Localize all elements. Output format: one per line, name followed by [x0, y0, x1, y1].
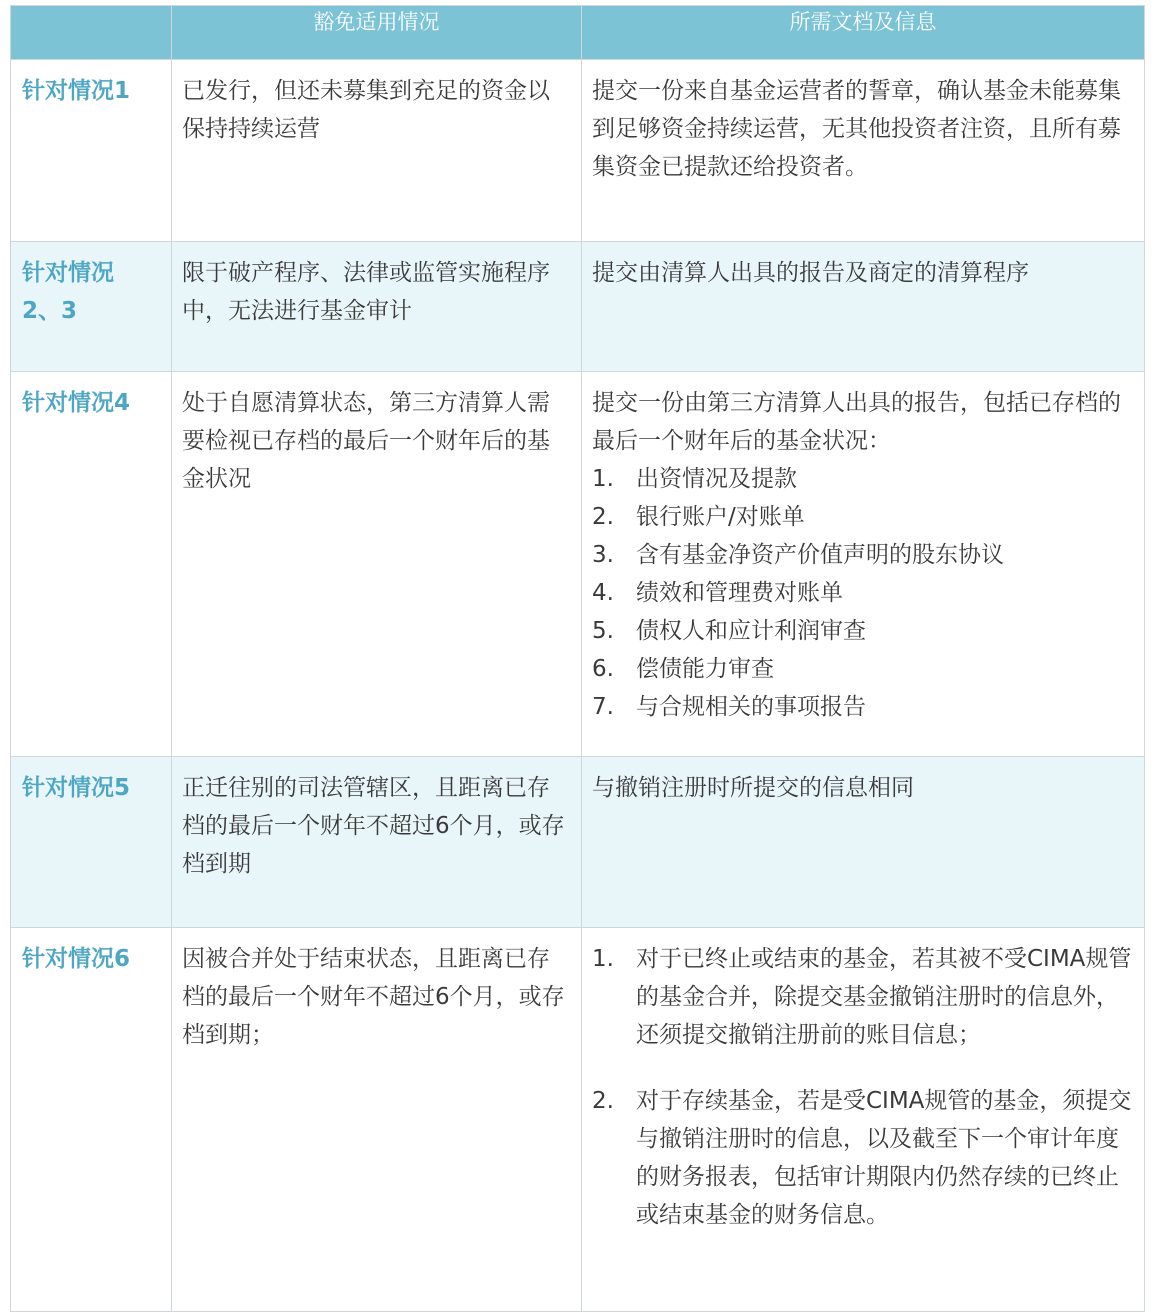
list-item-number: 4.	[592, 580, 614, 606]
condition-cell: 限于破产程序、法律或监管实施程序中，无法进行基金审计	[172, 242, 582, 372]
requirement-cell	[582, 372, 1145, 757]
list-item-text: 含有基金净资产价值声明的股东协议	[636, 542, 1004, 568]
list-item-text: 债权人和应计利润审查	[636, 618, 866, 644]
list-item-number: 5.	[592, 618, 614, 644]
list-item-number: 1.	[592, 466, 614, 492]
case-label: 针对情况2、3	[11, 242, 172, 372]
list-item-number: 2.	[592, 504, 614, 530]
table-row	[11, 372, 1145, 757]
header-condition: 豁免适用情况	[172, 6, 582, 60]
list-item-number: 6.	[592, 656, 614, 682]
list-item	[592, 574, 1134, 612]
condition-cell: 处于自愿清算状态，第三方清算人需要检视已存档的最后一个财年后的基金状况	[172, 372, 582, 757]
list-item	[592, 940, 1134, 1054]
table-row	[11, 757, 1145, 928]
condition-cell: 因被合并处于结束状态，且距离已存档的最后一个财年不超过6个月，或存档到期；	[172, 928, 582, 1312]
exemption-table	[10, 5, 1145, 1312]
list-item-number: 3.	[592, 542, 614, 568]
case-label: 针对情况1	[11, 60, 172, 242]
condition-cell: 已发行，但还未募集到充足的资金以保持持续运营	[172, 60, 582, 242]
requirement-list	[592, 460, 1134, 726]
list-item	[592, 688, 1134, 726]
list-item-text: 对于已终止或结束的基金，若其被不受CIMA规管的基金合并，除提交基金撤销注册时的信息外，还须提交撤销注册前的账目信息；	[636, 946, 1132, 1048]
table-row	[11, 60, 1145, 242]
list-item	[592, 536, 1134, 574]
requirement-cell: 提交一份来自基金运营者的誓章，确认基金未能募集到足够资金持续运营，无其他投资者注资，且所有募集资金已提款还给投资者。	[582, 60, 1145, 242]
case-label: 针对情况5	[11, 757, 172, 928]
list-item-text: 偿债能力审查	[636, 656, 774, 682]
list-item-text: 与合规相关的事项报告	[636, 694, 866, 720]
case-label: 针对情况4	[11, 372, 172, 757]
table-row	[11, 242, 1145, 372]
requirement-cell: 与撤销注册时所提交的信息相同	[582, 757, 1145, 928]
header-case	[11, 6, 172, 60]
condition-cell: 正迁往别的司法管辖区，且距离已存档的最后一个财年不超过6个月，或存档到期	[172, 757, 582, 928]
requirement-cell	[582, 928, 1145, 1312]
requirement-cell: 提交由清算人出具的报告及商定的清算程序	[582, 242, 1145, 372]
case-label: 针对情况6	[11, 928, 172, 1312]
list-item-number: 2.	[592, 1088, 614, 1114]
list-item-text: 绩效和管理费对账单	[636, 580, 843, 606]
list-item	[592, 498, 1134, 536]
list-item-text: 出资情况及提款	[636, 466, 797, 492]
list-item-number: 1.	[592, 946, 614, 972]
header-row	[11, 6, 1145, 60]
list-item-text: 对于存续基金，若是受CIMA规管的基金，须提交与撤销注册时的信息，以及截至下一个审计年度的财务报表，包括审计期限内仍然存续的已终止或结束基金的财务信息。	[636, 1088, 1132, 1228]
list-item-text: 银行账户/对账单	[636, 504, 805, 530]
requirement-intro: 提交一份由第三方清算人出具的报告，包括已存档的最后一个财年后的基金状况：	[592, 390, 1121, 454]
list-item	[592, 612, 1134, 650]
list-item	[592, 1082, 1134, 1234]
table-row	[11, 928, 1145, 1312]
requirement-list	[592, 940, 1134, 1234]
list-item-number: 7.	[592, 694, 614, 720]
header-requirement: 所需文档及信息	[582, 6, 1145, 60]
list-item	[592, 460, 1134, 498]
list-item	[592, 650, 1134, 688]
